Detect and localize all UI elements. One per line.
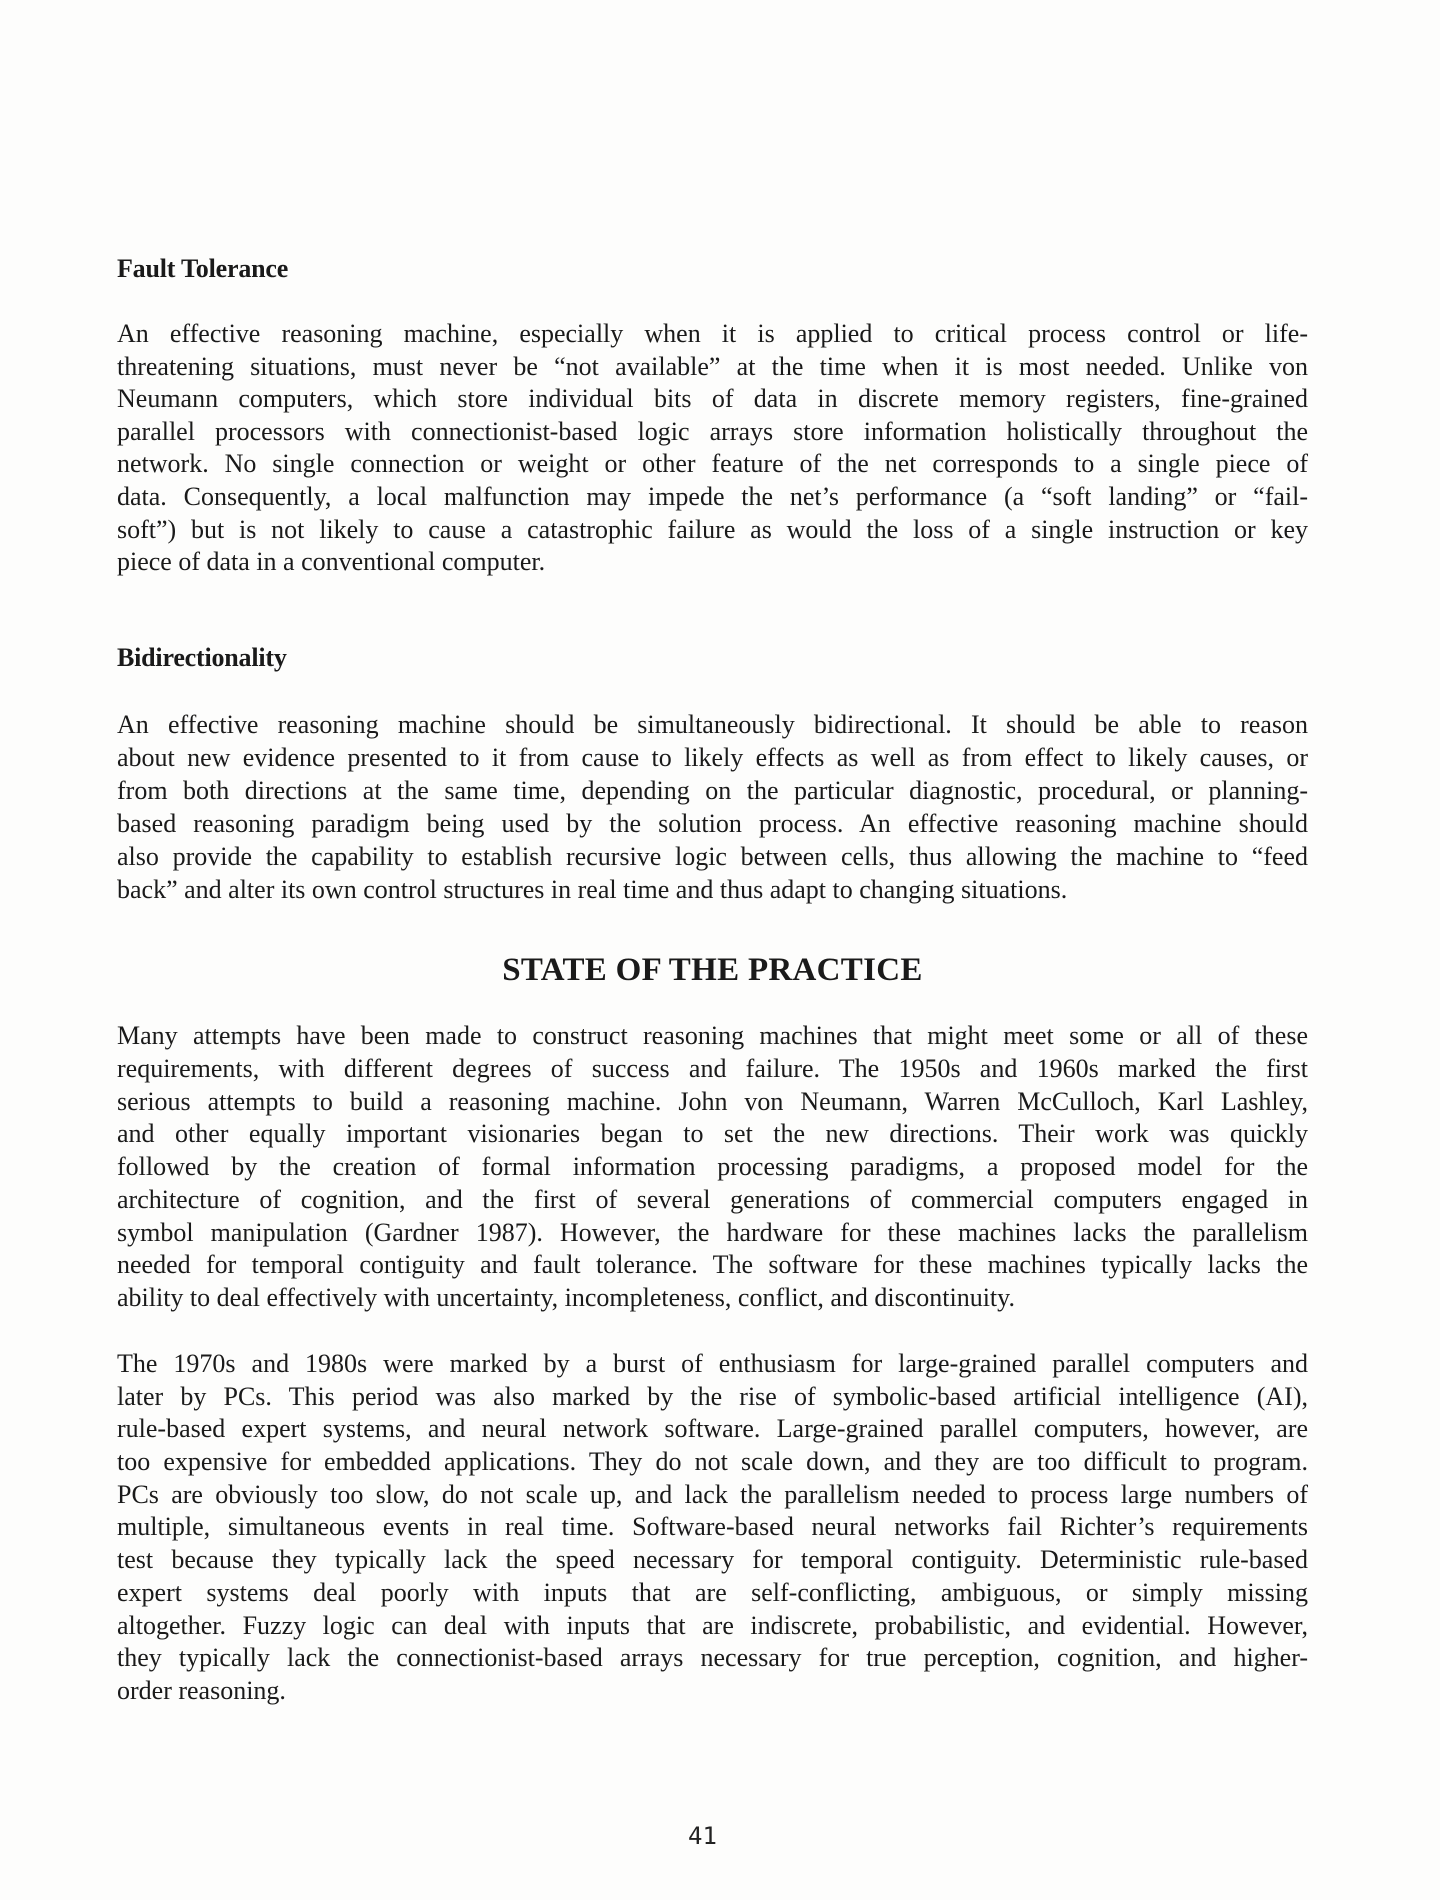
text-line: rule-based expert systems, and neural network software. Large-grained parallel computers, however, are [117, 1414, 1308, 1444]
text-line: An effective reasoning machine, especially when it is applied to critical process control or life- [117, 319, 1308, 348]
text-line: threatening situations, must never be “not available” at the time when it is most needed. Unlike von [117, 351, 1308, 381]
text-line: architecture of cognition, and the first of several generations of commercial computers engaged in [117, 1184, 1308, 1214]
text-line: parallel processors with connectionist-based logic arrays store information holistically throughout the [117, 416, 1308, 446]
text-line: expert systems deal poorly with inputs that are self-conflicting, ambiguous, or simply missing [117, 1577, 1308, 1607]
paragraph-fault-tolerance [117, 318, 1308, 579]
text-line: network. No single connection or weight or other feature of the net corresponds to a single piece of [117, 449, 1308, 479]
text-line: multiple, simultaneous events in real time. Software-based neural networks fail Richter’s requirements [117, 1512, 1308, 1542]
text-line: Many attempts have been made to construct reasoning machines that might meet some or all of these [117, 1021, 1308, 1050]
text-line: test because they typically lack the speed necessary for temporal contiguity. Deterministic rule-based [117, 1545, 1308, 1575]
text-line: symbol manipulation (Gardner 1987). However, the hardware for these machines lacks the parallelism [117, 1217, 1308, 1247]
text-line: soft”) but is not likely to cause a catastrophic failure as would the loss of a single instruction or key [117, 514, 1308, 544]
section-title-state-of-the-practice: STATE OF THE PRACTICE [502, 952, 923, 988]
text-line: piece of data in a conventional computer. [117, 547, 546, 577]
text-line: from both directions at the same time, depending on the particular diagnostic, procedural, or planning- [117, 776, 1308, 805]
text-line: also provide the capability to establish recursive logic between cells, thus allowing the machine to “feed [117, 842, 1308, 871]
subheading-fault-tolerance: Fault Tolerance [117, 254, 289, 283]
text-line: The 1970s and 1980s were marked by a burst of enthusiasm for large-grained parallel computers and [117, 1349, 1308, 1378]
page-number: 41 [688, 1822, 717, 1850]
text-line: later by PCs. This period was also marked by the rise of symbolic-based artificial intelligence (AI), [117, 1381, 1308, 1411]
text-line: followed by the creation of formal information processing paradigms, a proposed model for the [117, 1152, 1308, 1181]
text-line: and other equally important visionaries began to set the new directions. Their work was quickly [117, 1119, 1308, 1149]
paragraph-practice-1 [117, 1020, 1308, 1315]
paragraph-bidirectionality [117, 708, 1308, 906]
text-line: they typically lack the connectionist-based arrays necessary for true perception, cognition, and higher- [117, 1643, 1308, 1673]
text-line: ability to deal effectively with uncertainty, incompleteness, conflict, and discontinuity. [117, 1283, 1015, 1312]
text-line: requirements, with different degrees of success and failure. The 1950s and 1960s marked the first [117, 1053, 1308, 1083]
text-line: altogether. Fuzzy logic can deal with inputs that are indiscrete, probabilistic, and evidential. However, [117, 1610, 1308, 1640]
text-line: too expensive for embedded applications. They do not scale down, and they are too difficult to program. [117, 1447, 1308, 1477]
subheading-bidirectionality: Bidirectionality [117, 643, 287, 672]
text-line: back” and alter its own control structures in real time and thus adapt to changing situations. [117, 875, 1068, 904]
text-line: based reasoning paradigm being used by the solution process. An effective reasoning machine should [117, 809, 1308, 838]
text-line: Neumann computers, which store individual bits of data in discrete memory registers, fine-grained [117, 384, 1308, 414]
text-line: about new evidence presented to it from cause to likely effects as well as from effect to likely causes, or [117, 743, 1308, 772]
text-line: serious attempts to build a reasoning machine. John von Neumann, Warren McCulloch, Karl Lashley, [117, 1086, 1308, 1116]
text-line: needed for temporal contiguity and fault tolerance. The software for these machines typically lacks the [117, 1250, 1308, 1280]
text-line: PCs are obviously too slow, do not scale up, and lack the parallelism needed to process large numbers of [117, 1479, 1308, 1509]
paragraph-practice-2 [117, 1348, 1308, 1708]
text-line: An effective reasoning machine should be simultaneously bidirectional. It should be able to reason [117, 710, 1308, 739]
text-line: order reasoning. [117, 1675, 286, 1705]
text-line: data. Consequently, a local malfunction may impede the net’s performance (a “soft landing” or “fail- [117, 481, 1308, 511]
